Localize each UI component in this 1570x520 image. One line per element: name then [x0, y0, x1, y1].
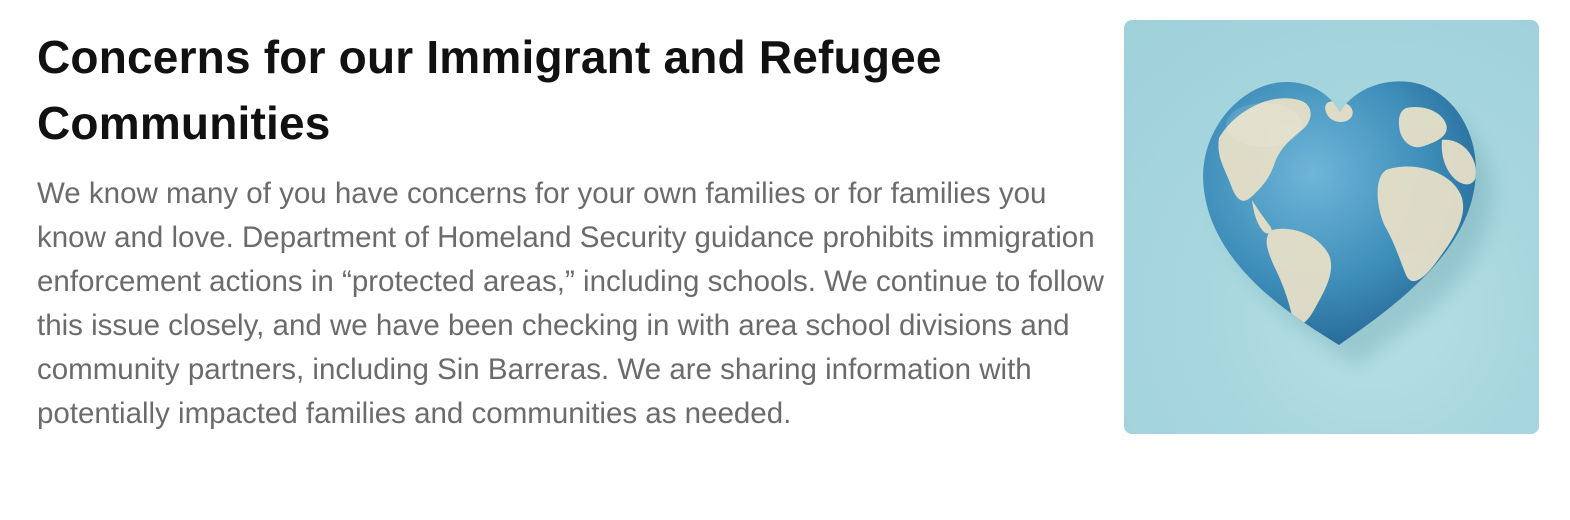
article-text [37, 24, 1117, 436]
heart-globe-image [1124, 20, 1539, 434]
heart-globe-icon [1124, 20, 1539, 434]
article-body: We know many of you have concerns for your own families or for families you know and love. Department of Homeland Security guidance prohibits immigration enforcement actions in “protected areas,” including schools. We continue to follow this issue closely, and we have been checking in with area school divisions and community partners, including Sin Barreras. We are sharing information with potentially impacted families and communities as needed. [37, 177, 1104, 430]
article-title: Concerns for our Immigrant and Refugee Communities [37, 31, 942, 149]
